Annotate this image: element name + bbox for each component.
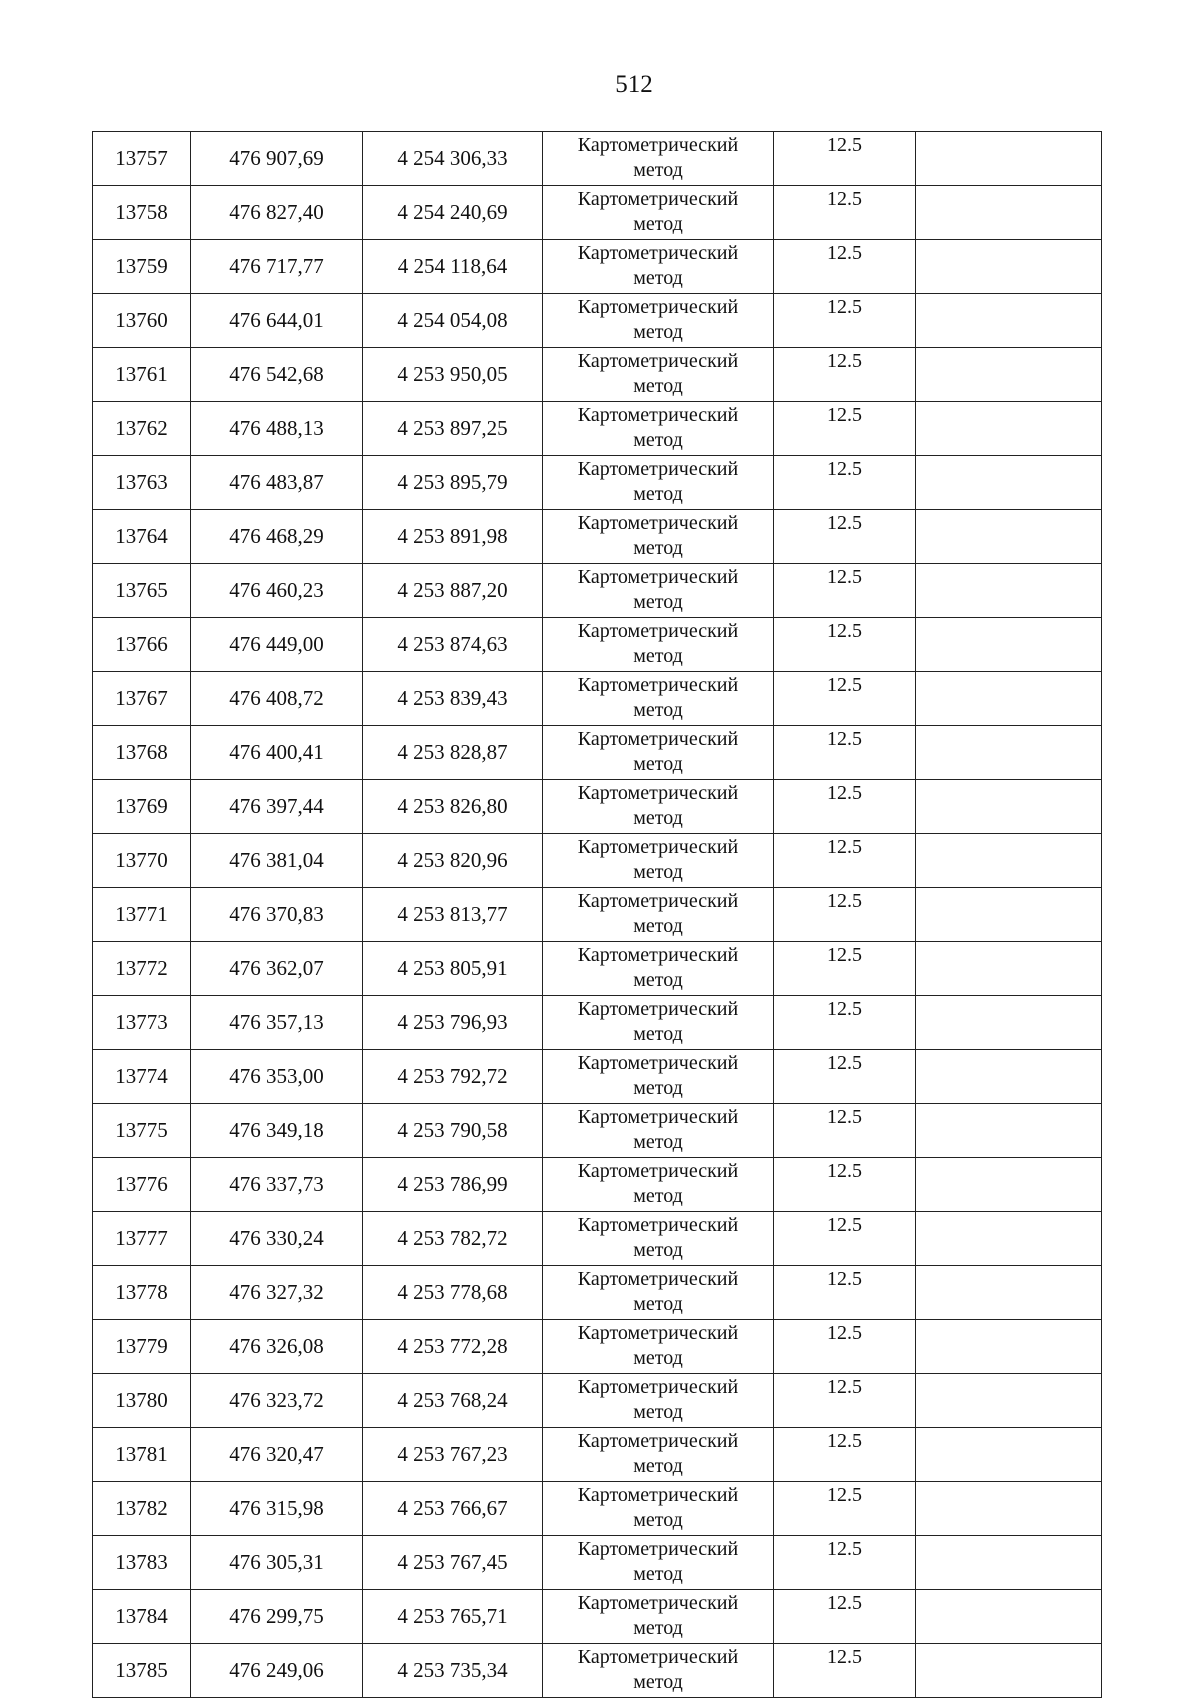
method-cell xyxy=(543,888,774,942)
x-coordinate-cell: 476 353,00 xyxy=(191,1050,363,1104)
x-coordinate-cell: 476 408,72 xyxy=(191,672,363,726)
method-line-1: Картометрический xyxy=(577,1106,739,1128)
table-row xyxy=(93,1320,1102,1374)
accuracy-cell: 12.5 xyxy=(774,132,916,186)
accuracy-cell: 12.5 xyxy=(774,672,916,726)
method-cell xyxy=(543,1428,774,1482)
note-cell xyxy=(916,348,1102,402)
note-cell xyxy=(916,240,1102,294)
x-coordinate-cell: 476 827,40 xyxy=(191,186,363,240)
y-coordinate-cell: 4 253 897,25 xyxy=(363,402,543,456)
method-line-2: метод xyxy=(633,1563,683,1585)
table-row xyxy=(93,1428,1102,1482)
y-coordinate-cell: 4 253 768,24 xyxy=(363,1374,543,1428)
method-cell xyxy=(543,1590,774,1644)
table-row xyxy=(93,1266,1102,1320)
point-number-cell: 13774 xyxy=(93,1050,191,1104)
note-cell xyxy=(916,834,1102,888)
method-cell xyxy=(543,1212,774,1266)
method-line-1: Картометрический xyxy=(577,944,739,966)
accuracy-cell: 12.5 xyxy=(774,1644,916,1698)
note-cell xyxy=(916,1320,1102,1374)
method-cell xyxy=(543,132,774,186)
table-row xyxy=(93,1158,1102,1212)
note-cell xyxy=(916,1374,1102,1428)
y-coordinate-cell: 4 253 828,87 xyxy=(363,726,543,780)
note-cell xyxy=(916,456,1102,510)
table-row xyxy=(93,834,1102,888)
y-coordinate-cell: 4 253 820,96 xyxy=(363,834,543,888)
note-cell xyxy=(916,1644,1102,1698)
table-row xyxy=(93,294,1102,348)
method-line-1: Картометрический xyxy=(577,350,739,372)
method-line-2: метод xyxy=(633,1509,683,1531)
point-number-cell: 13760 xyxy=(93,294,191,348)
note-cell xyxy=(916,294,1102,348)
y-coordinate-cell: 4 253 790,58 xyxy=(363,1104,543,1158)
accuracy-cell: 12.5 xyxy=(774,564,916,618)
accuracy-cell: 12.5 xyxy=(774,510,916,564)
y-coordinate-cell: 4 253 767,45 xyxy=(363,1536,543,1590)
method-line-2: метод xyxy=(633,1023,683,1045)
method-line-2: метод xyxy=(633,1131,683,1153)
point-number-cell: 13782 xyxy=(93,1482,191,1536)
accuracy-cell: 12.5 xyxy=(774,1428,916,1482)
accuracy-cell: 12.5 xyxy=(774,726,916,780)
note-cell xyxy=(916,186,1102,240)
point-number-cell: 13783 xyxy=(93,1536,191,1590)
method-line-1: Картометрический xyxy=(577,188,739,210)
x-coordinate-cell: 476 305,31 xyxy=(191,1536,363,1590)
method-line-2: метод xyxy=(633,807,683,829)
point-number-cell: 13764 xyxy=(93,510,191,564)
y-coordinate-cell: 4 253 813,77 xyxy=(363,888,543,942)
y-coordinate-cell: 4 253 786,99 xyxy=(363,1158,543,1212)
table-row xyxy=(93,132,1102,186)
y-coordinate-cell: 4 253 765,71 xyxy=(363,1590,543,1644)
x-coordinate-cell: 476 644,01 xyxy=(191,294,363,348)
note-cell xyxy=(916,996,1102,1050)
method-cell xyxy=(543,1320,774,1374)
point-number-cell: 13773 xyxy=(93,996,191,1050)
accuracy-cell: 12.5 xyxy=(774,1266,916,1320)
method-cell xyxy=(543,1536,774,1590)
point-number-cell: 13768 xyxy=(93,726,191,780)
method-cell xyxy=(543,348,774,402)
note-cell xyxy=(916,1158,1102,1212)
method-cell xyxy=(543,510,774,564)
method-cell xyxy=(543,240,774,294)
x-coordinate-cell: 476 357,13 xyxy=(191,996,363,1050)
method-line-2: метод xyxy=(633,699,683,721)
point-number-cell: 13770 xyxy=(93,834,191,888)
accuracy-cell: 12.5 xyxy=(774,888,916,942)
note-cell xyxy=(916,1482,1102,1536)
note-cell xyxy=(916,1590,1102,1644)
point-number-cell: 13776 xyxy=(93,1158,191,1212)
method-line-2: метод xyxy=(633,1239,683,1261)
x-coordinate-cell: 476 323,72 xyxy=(191,1374,363,1428)
method-line-1: Картометрический xyxy=(577,458,739,480)
x-coordinate-cell: 476 326,08 xyxy=(191,1320,363,1374)
point-number-cell: 13778 xyxy=(93,1266,191,1320)
method-line-1: Картометрический xyxy=(577,998,739,1020)
table-row xyxy=(93,618,1102,672)
method-line-1: Картометрический xyxy=(577,242,739,264)
x-coordinate-cell: 476 327,32 xyxy=(191,1266,363,1320)
x-coordinate-cell: 476 362,07 xyxy=(191,942,363,996)
method-line-1: Картометрический xyxy=(577,566,739,588)
method-line-1: Картометрический xyxy=(577,134,739,156)
point-number-cell: 13757 xyxy=(93,132,191,186)
accuracy-cell: 12.5 xyxy=(774,1482,916,1536)
method-line-2: метод xyxy=(633,1617,683,1639)
x-coordinate-cell: 476 488,13 xyxy=(191,402,363,456)
accuracy-cell: 12.5 xyxy=(774,1536,916,1590)
method-line-1: Картометрический xyxy=(577,1160,739,1182)
method-line-2: метод xyxy=(633,429,683,451)
method-line-1: Картометрический xyxy=(577,1538,739,1560)
method-line-1: Картометрический xyxy=(577,404,739,426)
x-coordinate-cell: 476 337,73 xyxy=(191,1158,363,1212)
method-line-1: Картометрический xyxy=(577,674,739,696)
method-line-1: Картометрический xyxy=(577,836,739,858)
note-cell xyxy=(916,726,1102,780)
table-row xyxy=(93,1644,1102,1698)
accuracy-cell: 12.5 xyxy=(774,1590,916,1644)
table-row xyxy=(93,1050,1102,1104)
accuracy-cell: 12.5 xyxy=(774,1212,916,1266)
point-number-cell: 13779 xyxy=(93,1320,191,1374)
note-cell xyxy=(916,1536,1102,1590)
y-coordinate-cell: 4 253 778,68 xyxy=(363,1266,543,1320)
accuracy-cell: 12.5 xyxy=(774,1374,916,1428)
method-cell xyxy=(543,942,774,996)
method-line-1: Картометрический xyxy=(577,1268,739,1290)
x-coordinate-cell: 476 468,29 xyxy=(191,510,363,564)
table-row xyxy=(93,456,1102,510)
x-coordinate-cell: 476 483,87 xyxy=(191,456,363,510)
method-line-2: метод xyxy=(633,645,683,667)
accuracy-cell: 12.5 xyxy=(774,1158,916,1212)
table-row xyxy=(93,186,1102,240)
method-line-1: Картометрический xyxy=(577,1214,739,1236)
method-cell xyxy=(543,186,774,240)
y-coordinate-cell: 4 253 735,34 xyxy=(363,1644,543,1698)
table-row xyxy=(93,1590,1102,1644)
method-cell xyxy=(543,672,774,726)
method-line-1: Картометрический xyxy=(577,1376,739,1398)
point-number-cell: 13766 xyxy=(93,618,191,672)
method-line-2: метод xyxy=(633,159,683,181)
method-line-1: Картометрический xyxy=(577,1052,739,1074)
table-row xyxy=(93,888,1102,942)
method-line-2: метод xyxy=(633,591,683,613)
accuracy-cell: 12.5 xyxy=(774,1320,916,1374)
y-coordinate-cell: 4 253 805,91 xyxy=(363,942,543,996)
x-coordinate-cell: 476 320,47 xyxy=(191,1428,363,1482)
point-number-cell: 13759 xyxy=(93,240,191,294)
method-cell xyxy=(543,402,774,456)
y-coordinate-cell: 4 253 874,63 xyxy=(363,618,543,672)
x-coordinate-cell: 476 400,41 xyxy=(191,726,363,780)
method-cell xyxy=(543,294,774,348)
y-coordinate-cell: 4 253 796,93 xyxy=(363,996,543,1050)
accuracy-cell: 12.5 xyxy=(774,456,916,510)
y-coordinate-cell: 4 253 772,28 xyxy=(363,1320,543,1374)
method-cell xyxy=(543,618,774,672)
method-line-1: Картометрический xyxy=(577,1484,739,1506)
method-line-2: метод xyxy=(633,321,683,343)
x-coordinate-cell: 476 349,18 xyxy=(191,1104,363,1158)
method-line-1: Картометрический xyxy=(577,1322,739,1344)
x-coordinate-cell: 476 330,24 xyxy=(191,1212,363,1266)
accuracy-cell: 12.5 xyxy=(774,942,916,996)
point-number-cell: 13772 xyxy=(93,942,191,996)
method-line-2: метод xyxy=(633,537,683,559)
method-line-2: метод xyxy=(633,1185,683,1207)
y-coordinate-cell: 4 253 826,80 xyxy=(363,780,543,834)
accuracy-cell: 12.5 xyxy=(774,186,916,240)
method-line-2: метод xyxy=(633,267,683,289)
method-cell xyxy=(543,1158,774,1212)
x-coordinate-cell: 476 542,68 xyxy=(191,348,363,402)
table-row xyxy=(93,726,1102,780)
accuracy-cell: 12.5 xyxy=(774,1050,916,1104)
method-line-1: Картометрический xyxy=(577,512,739,534)
x-coordinate-cell: 476 315,98 xyxy=(191,1482,363,1536)
note-cell xyxy=(916,942,1102,996)
method-cell xyxy=(543,780,774,834)
y-coordinate-cell: 4 254 306,33 xyxy=(363,132,543,186)
y-coordinate-cell: 4 253 767,23 xyxy=(363,1428,543,1482)
x-coordinate-cell: 476 907,69 xyxy=(191,132,363,186)
method-line-1: Картометрический xyxy=(577,890,739,912)
y-coordinate-cell: 4 254 054,08 xyxy=(363,294,543,348)
y-coordinate-cell: 4 253 895,79 xyxy=(363,456,543,510)
y-coordinate-cell: 4 253 766,67 xyxy=(363,1482,543,1536)
accuracy-cell: 12.5 xyxy=(774,402,916,456)
x-coordinate-cell: 476 249,06 xyxy=(191,1644,363,1698)
method-line-2: метод xyxy=(633,213,683,235)
note-cell xyxy=(916,1428,1102,1482)
table-row xyxy=(93,402,1102,456)
y-coordinate-cell: 4 254 118,64 xyxy=(363,240,543,294)
accuracy-cell: 12.5 xyxy=(774,780,916,834)
page-number: 512 xyxy=(615,71,653,98)
method-line-2: метод xyxy=(633,1293,683,1315)
point-number-cell: 13780 xyxy=(93,1374,191,1428)
point-number-cell: 13769 xyxy=(93,780,191,834)
method-cell xyxy=(543,834,774,888)
accuracy-cell: 12.5 xyxy=(774,996,916,1050)
method-cell xyxy=(543,726,774,780)
point-number-cell: 13767 xyxy=(93,672,191,726)
note-cell xyxy=(916,888,1102,942)
y-coordinate-cell: 4 253 887,20 xyxy=(363,564,543,618)
point-number-cell: 13784 xyxy=(93,1590,191,1644)
method-line-2: метод xyxy=(633,753,683,775)
table-row xyxy=(93,1212,1102,1266)
table-row xyxy=(93,780,1102,834)
method-cell xyxy=(543,564,774,618)
table-row xyxy=(93,1104,1102,1158)
accuracy-cell: 12.5 xyxy=(774,240,916,294)
x-coordinate-cell: 476 370,83 xyxy=(191,888,363,942)
table-row xyxy=(93,1536,1102,1590)
point-number-cell: 13761 xyxy=(93,348,191,402)
method-line-2: метод xyxy=(633,375,683,397)
note-cell xyxy=(916,564,1102,618)
table-row xyxy=(93,510,1102,564)
point-number-cell: 13785 xyxy=(93,1644,191,1698)
table-row xyxy=(93,672,1102,726)
method-line-2: метод xyxy=(633,969,683,991)
method-line-1: Картометрический xyxy=(577,296,739,318)
method-cell xyxy=(543,1482,774,1536)
note-cell xyxy=(916,1266,1102,1320)
method-line-2: метод xyxy=(633,1077,683,1099)
method-line-2: метод xyxy=(633,861,683,883)
table-row xyxy=(93,564,1102,618)
accuracy-cell: 12.5 xyxy=(774,1104,916,1158)
method-cell xyxy=(543,1644,774,1698)
coordinates-table-body xyxy=(93,132,1102,1698)
point-number-cell: 13775 xyxy=(93,1104,191,1158)
y-coordinate-cell: 4 253 782,72 xyxy=(363,1212,543,1266)
table-row xyxy=(93,1482,1102,1536)
point-number-cell: 13771 xyxy=(93,888,191,942)
point-number-cell: 13762 xyxy=(93,402,191,456)
method-cell xyxy=(543,456,774,510)
note-cell xyxy=(916,1104,1102,1158)
method-line-1: Картометрический xyxy=(577,728,739,750)
accuracy-cell: 12.5 xyxy=(774,618,916,672)
point-number-cell: 13781 xyxy=(93,1428,191,1482)
note-cell xyxy=(916,618,1102,672)
x-coordinate-cell: 476 299,75 xyxy=(191,1590,363,1644)
point-number-cell: 13765 xyxy=(93,564,191,618)
method-line-1: Картометрический xyxy=(577,620,739,642)
note-cell xyxy=(916,402,1102,456)
note-cell xyxy=(916,132,1102,186)
point-number-cell: 13763 xyxy=(93,456,191,510)
method-cell xyxy=(543,1374,774,1428)
method-line-2: метод xyxy=(633,1671,683,1693)
method-cell xyxy=(543,1266,774,1320)
method-line-1: Картометрический xyxy=(577,1592,739,1614)
x-coordinate-cell: 476 381,04 xyxy=(191,834,363,888)
x-coordinate-cell: 476 449,00 xyxy=(191,618,363,672)
y-coordinate-cell: 4 253 891,98 xyxy=(363,510,543,564)
y-coordinate-cell: 4 253 792,72 xyxy=(363,1050,543,1104)
note-cell xyxy=(916,510,1102,564)
table-row xyxy=(93,996,1102,1050)
coordinates-table xyxy=(92,131,1102,1698)
accuracy-cell: 12.5 xyxy=(774,834,916,888)
y-coordinate-cell: 4 253 839,43 xyxy=(363,672,543,726)
point-number-cell: 13777 xyxy=(93,1212,191,1266)
method-line-2: метод xyxy=(633,1347,683,1369)
note-cell xyxy=(916,780,1102,834)
x-coordinate-cell: 476 460,23 xyxy=(191,564,363,618)
note-cell xyxy=(916,1050,1102,1104)
note-cell xyxy=(916,1212,1102,1266)
x-coordinate-cell: 476 717,77 xyxy=(191,240,363,294)
point-number-cell: 13758 xyxy=(93,186,191,240)
table-row xyxy=(93,942,1102,996)
method-line-1: Картометрический xyxy=(577,782,739,804)
note-cell xyxy=(916,672,1102,726)
y-coordinate-cell: 4 253 950,05 xyxy=(363,348,543,402)
method-line-2: метод xyxy=(633,483,683,505)
table-row xyxy=(93,348,1102,402)
method-cell xyxy=(543,996,774,1050)
accuracy-cell: 12.5 xyxy=(774,294,916,348)
method-line-1: Картометрический xyxy=(577,1646,739,1668)
method-line-2: метод xyxy=(633,915,683,937)
method-cell xyxy=(543,1104,774,1158)
table-row xyxy=(93,1374,1102,1428)
x-coordinate-cell: 476 397,44 xyxy=(191,780,363,834)
method-line-2: метод xyxy=(633,1455,683,1477)
y-coordinate-cell: 4 254 240,69 xyxy=(363,186,543,240)
method-cell xyxy=(543,1050,774,1104)
table-row xyxy=(93,240,1102,294)
method-line-1: Картометрический xyxy=(577,1430,739,1452)
method-line-2: метод xyxy=(633,1401,683,1423)
accuracy-cell: 12.5 xyxy=(774,348,916,402)
